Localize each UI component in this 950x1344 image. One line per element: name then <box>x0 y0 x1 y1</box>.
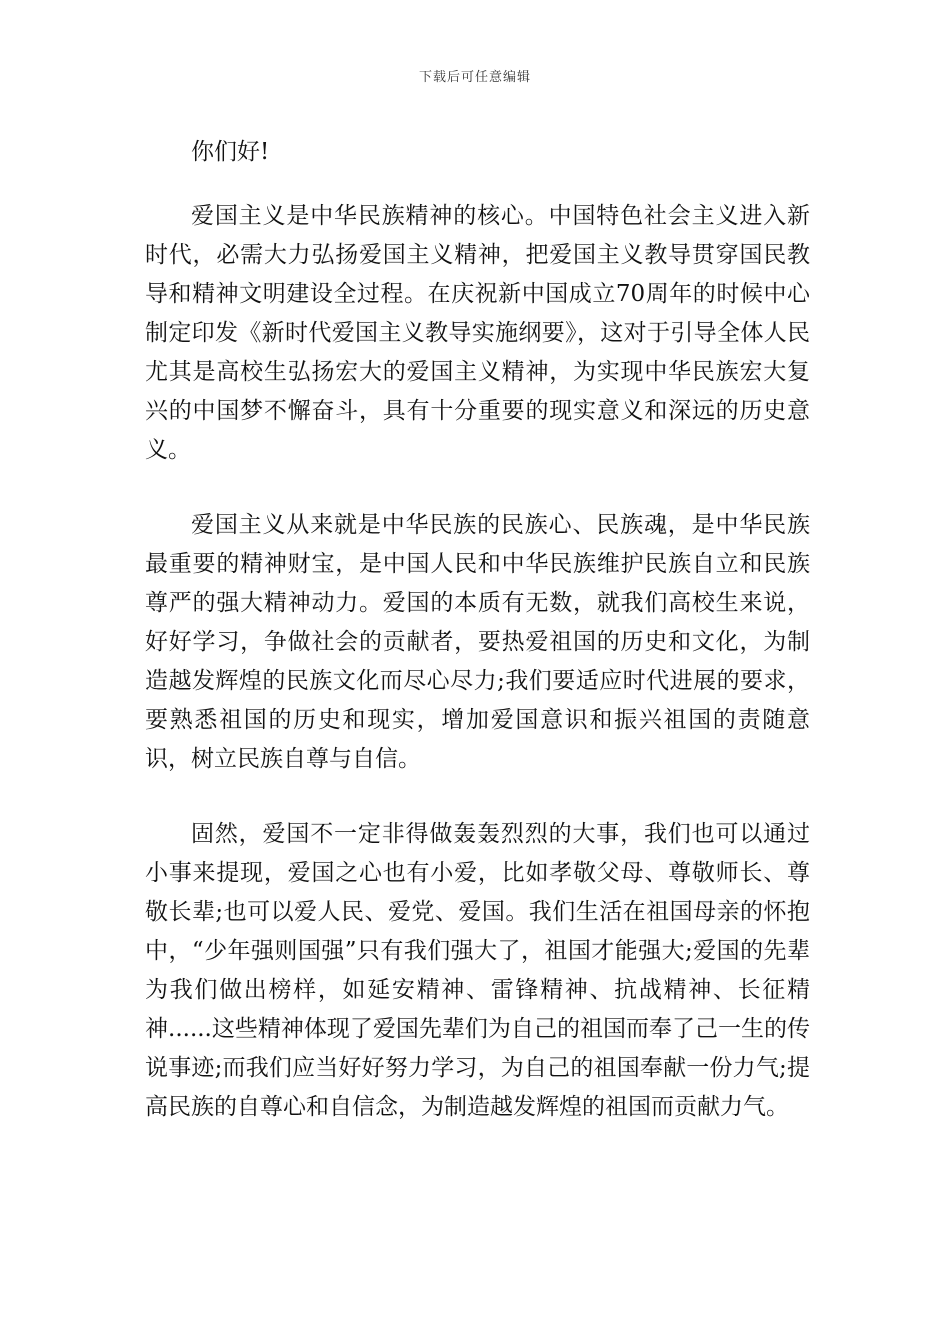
page-header-note: 下载后可任意编辑 <box>418 70 531 85</box>
greeting-line: 你们好! <box>191 139 270 165</box>
paragraph-2: 爱国主义从来就是中华民族的民族心、民族魂，是中华民族最重要的精神财宝，是中国人民和中华民族维护民族自立和民族尊严的强大精神动力。爱国的本质有无数，就我们高校生来说，好好学习，争做社会的贡献者，要热爱祖国的历史和文化，为制造越发辉煌的民族文化而尽心尽力;我们要适应时代进展的要求，要熟悉祖国的历史和现实，增加爱国意识和振兴祖国的责随意识，树立民族自尊与自信。 <box>145 512 810 772</box>
paragraph-1: 爱国主义是中华民族精神的核心。中国特色社会主义进入新时代，必需大力弘扬爱国主义精神，把爱国主义教导贯穿国民教导和精神文明建设全过程。在庆祝新中国成立70周年的时候中心制定印发《新时代爱国主义教导实施纲要》，这对于引导全体人民尤其是高校生弘扬宏大的爱国主义精神，为实现中华民族宏大复兴的中国梦不懈奋斗，具有十分重要的现实意义和深远的历史意义。 <box>145 203 810 463</box>
paragraph-3: 固然，爱国不一定非得做轰轰烈烈的大事，我们也可以通过小事来提现，爱国之心也有小爱，比如孝敬父母、尊敬师长、尊敬长辈;也可以爱人民、爱党、爱国。我们生活在祖国母亲的怀抱中，“少年强则国强”只有我们强大了，祖国才能强大;爱国的先辈为我们做出榜样，如延安精神、雷锋精神、抗战精神、长征精神......这些精神体现了爱国先辈们为自己的祖国而奉了己一生的传说事迹;而我们应当好好努力学习，为自己的祖国奉献一份力气;提高民族的自尊心和自信念，为制造越发辉煌的祖国而贡献力气。 <box>145 821 810 1120</box>
document-body <box>145 132 810 1127</box>
